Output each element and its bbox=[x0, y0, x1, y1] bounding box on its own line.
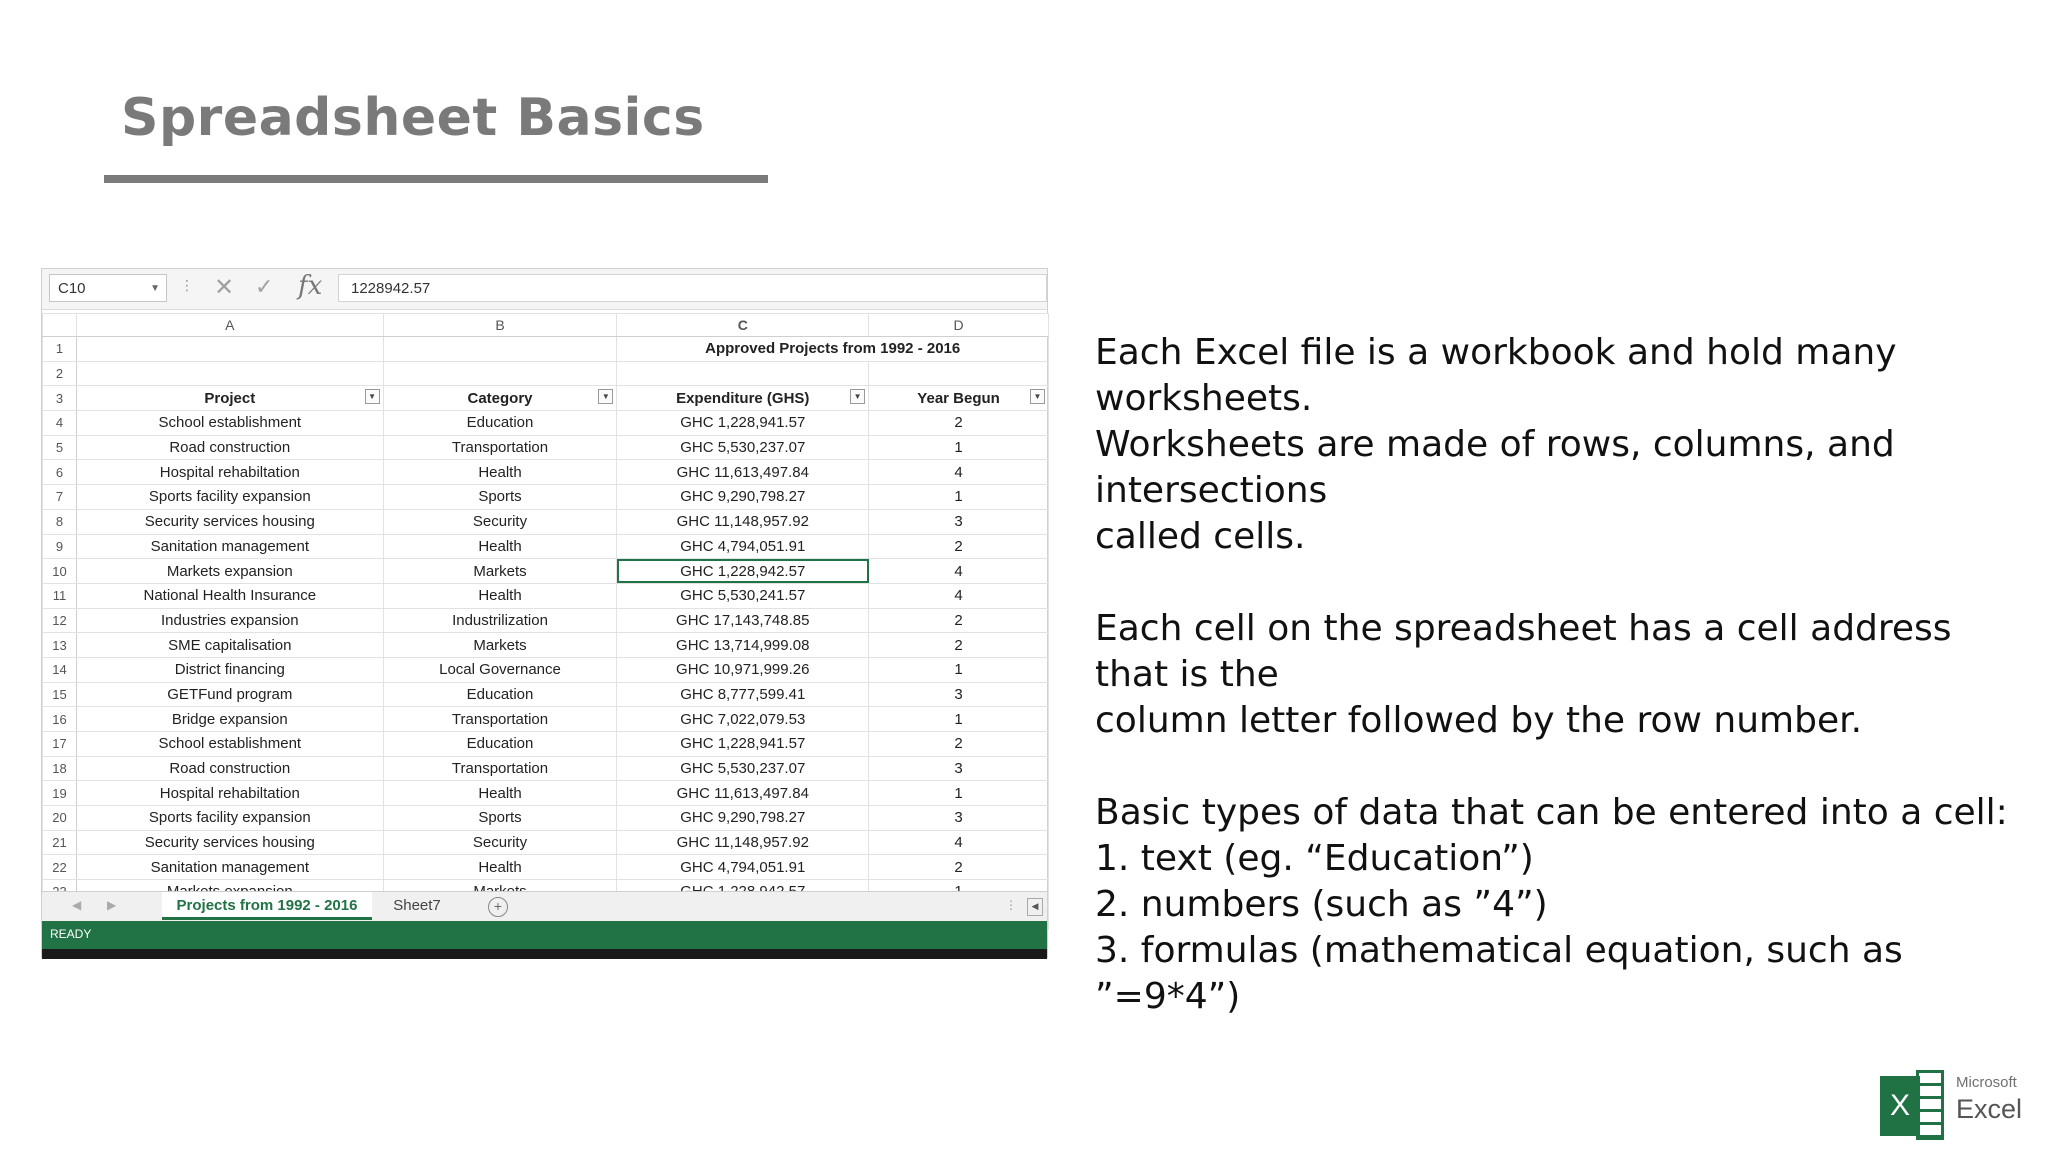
cell[interactable]: Markets bbox=[383, 633, 617, 658]
cell[interactable]: 2 bbox=[869, 633, 1049, 658]
excel-logo-icon bbox=[1880, 1070, 1944, 1136]
cell[interactable]: Hospital rehabiltation bbox=[76, 781, 383, 806]
chevron-down-icon[interactable]: ▼ bbox=[150, 283, 160, 294]
cell[interactable]: GHC 17,143,748.85 bbox=[617, 608, 869, 633]
splitter-icon[interactable]: ⋮ bbox=[1005, 898, 1017, 912]
header-label: Project bbox=[204, 389, 256, 407]
body-text-line: called cells. bbox=[1095, 516, 1306, 557]
filter-dropdown-icon[interactable]: ▼ bbox=[850, 389, 865, 404]
cell[interactable]: 4 bbox=[869, 559, 1049, 584]
slide-body-text bbox=[1095, 330, 2025, 1020]
cell[interactable] bbox=[76, 361, 383, 386]
sheet-tab-projects[interactable]: Projects from 1992 - 2016 bbox=[162, 892, 372, 920]
row-header[interactable]: 12 bbox=[43, 608, 77, 633]
cell[interactable]: GHC 1,228,941.57 bbox=[617, 732, 869, 757]
body-text-line: Worksheets are made of rows, columns, and intersections bbox=[1095, 424, 1895, 511]
cell[interactable]: Local Governance bbox=[383, 657, 617, 682]
row-header[interactable]: 14 bbox=[43, 657, 77, 682]
row-header[interactable]: 16 bbox=[43, 707, 77, 732]
cell[interactable]: 3 bbox=[869, 509, 1049, 534]
row-header[interactable]: 4 bbox=[43, 411, 77, 436]
cell[interactable]: GHC 11,148,957.92 bbox=[617, 509, 869, 534]
cell[interactable]: Health bbox=[383, 855, 617, 880]
cell[interactable]: Sports bbox=[383, 806, 617, 831]
window-bottom-edge bbox=[42, 949, 1047, 959]
table-row bbox=[43, 657, 1049, 682]
row-header[interactable]: 1 bbox=[43, 337, 77, 362]
cell[interactable]: Transportation bbox=[383, 707, 617, 732]
column-header-row bbox=[43, 314, 1049, 337]
cell[interactable]: 1 bbox=[869, 435, 1049, 460]
cell[interactable]: 2 bbox=[869, 411, 1049, 436]
cell[interactable]: 4 bbox=[869, 830, 1049, 855]
excel-window bbox=[41, 268, 1048, 958]
cell[interactable] bbox=[383, 337, 617, 362]
insert-function-icon[interactable]: fx bbox=[298, 271, 323, 301]
cell[interactable]: GHC 9,290,798.27 bbox=[617, 485, 869, 510]
cancel-icon[interactable]: ✕ bbox=[214, 274, 235, 301]
cell[interactable] bbox=[76, 337, 383, 362]
table-row bbox=[43, 411, 1049, 436]
worksheet-grid bbox=[42, 313, 1049, 891]
cell[interactable]: Education bbox=[383, 411, 617, 436]
table-header-row bbox=[43, 386, 1049, 411]
cell[interactable]: Security bbox=[383, 830, 617, 855]
cell[interactable]: 2 bbox=[869, 732, 1049, 757]
table-row bbox=[43, 534, 1049, 559]
cell[interactable]: Security services housing bbox=[76, 509, 383, 534]
table-row bbox=[43, 682, 1049, 707]
excel-logo-grid bbox=[1916, 1070, 1944, 1140]
cell[interactable] bbox=[383, 361, 617, 386]
cell[interactable]: Sanitation management bbox=[76, 855, 383, 880]
cell[interactable]: 2 bbox=[869, 608, 1049, 633]
body-text-line: 1. text (eg. “Education”) bbox=[1095, 838, 1534, 879]
cell[interactable]: Transportation bbox=[383, 435, 617, 460]
cell[interactable]: National Health Insurance bbox=[76, 583, 383, 608]
cell[interactable]: 2 bbox=[869, 534, 1049, 559]
cell[interactable]: 1 bbox=[869, 485, 1049, 510]
cell[interactable]: Sports facility expansion bbox=[76, 806, 383, 831]
row-header[interactable]: 20 bbox=[43, 806, 77, 831]
cell[interactable]: 3 bbox=[869, 682, 1049, 707]
cell[interactable]: 3 bbox=[869, 756, 1049, 781]
cell[interactable]: Health bbox=[383, 781, 617, 806]
body-text-line: Basic types of data that can be entered into a cell: bbox=[1095, 792, 2008, 833]
filter-dropdown-icon[interactable]: ▼ bbox=[365, 389, 380, 404]
cell[interactable]: School establishment bbox=[76, 411, 383, 436]
cell[interactable]: GHC 11,148,957.92 bbox=[617, 830, 869, 855]
table-header-cell[interactable] bbox=[383, 386, 617, 411]
row-header[interactable]: 8 bbox=[43, 509, 77, 534]
table-row bbox=[43, 337, 1049, 362]
cell[interactable]: Industries expansion bbox=[76, 608, 383, 633]
table-row bbox=[43, 460, 1049, 485]
row-header[interactable]: 13 bbox=[43, 633, 77, 658]
cell[interactable] bbox=[617, 361, 869, 386]
cell[interactable]: Security services housing bbox=[76, 830, 383, 855]
cell[interactable]: Road construction bbox=[76, 435, 383, 460]
row-header[interactable]: 10 bbox=[43, 559, 77, 584]
status-text: READY bbox=[50, 927, 92, 941]
cell[interactable]: GHC 11,613,497.84 bbox=[617, 460, 869, 485]
cell[interactable]: Hospital rehabiltation bbox=[76, 460, 383, 485]
cell[interactable]: Health bbox=[383, 583, 617, 608]
formula-input[interactable]: 1228942.57 bbox=[338, 274, 1047, 302]
table-row bbox=[43, 806, 1049, 831]
column-header-d[interactable]: D bbox=[869, 314, 1049, 337]
row-header[interactable]: 3 bbox=[43, 386, 77, 411]
cell[interactable]: 2 bbox=[869, 855, 1049, 880]
scroll-tabs-left-icon[interactable]: ◀ bbox=[72, 898, 82, 912]
sheet-tab-bar bbox=[42, 891, 1047, 922]
row-header[interactable]: 19 bbox=[43, 781, 77, 806]
cell[interactable]: GHC 8,777,599.41 bbox=[617, 682, 869, 707]
cell[interactable]: GHC 1,228,941.57 bbox=[617, 411, 869, 436]
cell[interactable]: GHC 5,530,237.07 bbox=[617, 435, 869, 460]
cell[interactable]: GHC 5,530,241.57 bbox=[617, 583, 869, 608]
cell[interactable]: School establishment bbox=[76, 732, 383, 757]
cell[interactable]: 3 bbox=[869, 806, 1049, 831]
select-all-corner[interactable] bbox=[43, 314, 77, 337]
sheet-title-cell[interactable]: Approved Projects from 1992 - 2016 bbox=[617, 337, 1049, 362]
filter-dropdown-icon[interactable]: ▼ bbox=[1030, 389, 1045, 404]
name-box[interactable] bbox=[49, 274, 167, 302]
table-header-cell[interactable] bbox=[869, 386, 1049, 411]
logo-product-text: Excel bbox=[1956, 1094, 2023, 1124]
column-header-b[interactable]: B bbox=[383, 314, 617, 337]
cell[interactable]: GHC 1,228,942.57 bbox=[617, 559, 869, 584]
cell[interactable]: Markets expansion bbox=[76, 559, 383, 584]
excel-logo-letter: X bbox=[1880, 1076, 1920, 1136]
cell[interactable]: SME capitalisation bbox=[76, 633, 383, 658]
row-header[interactable]: 21 bbox=[43, 830, 77, 855]
table-row bbox=[43, 707, 1049, 732]
formula-bar bbox=[42, 269, 1047, 310]
cell[interactable]: GHC 4,794,051.91 bbox=[617, 534, 869, 559]
table-row bbox=[43, 732, 1049, 757]
table-row bbox=[43, 830, 1049, 855]
drag-handle-icon[interactable]: ⋮ bbox=[180, 277, 194, 293]
microsoft-excel-logo bbox=[1880, 1066, 2030, 1138]
cell[interactable]: GHC 13,714,999.08 bbox=[617, 633, 869, 658]
cell[interactable]: District financing bbox=[76, 657, 383, 682]
table-row bbox=[43, 559, 1049, 584]
table-header-cell[interactable] bbox=[617, 386, 869, 411]
scroll-tabs-right-icon[interactable]: ▶ bbox=[107, 898, 117, 912]
cell[interactable]: Sanitation management bbox=[76, 534, 383, 559]
row-header[interactable]: 11 bbox=[43, 583, 77, 608]
table-header-cell[interactable] bbox=[76, 386, 383, 411]
table-row bbox=[43, 583, 1049, 608]
cell[interactable]: Bridge expansion bbox=[76, 707, 383, 732]
title-underline bbox=[104, 175, 768, 183]
table-row bbox=[43, 435, 1049, 460]
logo-brand-text: Microsoft bbox=[1956, 1074, 2017, 1091]
cell[interactable]: Industrilization bbox=[383, 608, 617, 633]
name-box-value: C10 bbox=[58, 280, 86, 297]
cell[interactable]: GHC 7,022,079.53 bbox=[617, 707, 869, 732]
filter-dropdown-icon[interactable]: ▼ bbox=[598, 389, 613, 404]
cell[interactable]: GHC 5,530,237.07 bbox=[617, 756, 869, 781]
row-header[interactable]: 17 bbox=[43, 732, 77, 757]
cell[interactable]: Health bbox=[383, 460, 617, 485]
table-row bbox=[43, 781, 1049, 806]
cell[interactable]: GHC 4,794,051.91 bbox=[617, 855, 869, 880]
add-sheet-icon[interactable]: + bbox=[488, 897, 508, 917]
cell[interactable]: Education bbox=[383, 732, 617, 757]
confirm-icon[interactable]: ✓ bbox=[255, 274, 274, 299]
paragraph-spacer bbox=[1095, 744, 2025, 790]
status-bar bbox=[42, 921, 1047, 949]
cell[interactable] bbox=[869, 361, 1049, 386]
row-header[interactable]: 15 bbox=[43, 682, 77, 707]
table-row bbox=[43, 361, 1049, 386]
body-text-line: 3. formulas (mathematical equation, such as ”=9*4”) bbox=[1095, 930, 1903, 1017]
header-label: Category bbox=[467, 389, 533, 407]
header-label: Expenditure (GHS) bbox=[676, 389, 810, 407]
cell[interactable]: GHC 9,290,798.27 bbox=[617, 806, 869, 831]
cell[interactable]: GHC 11,613,497.84 bbox=[617, 781, 869, 806]
table-row bbox=[43, 485, 1049, 510]
cell[interactable]: 1 bbox=[869, 781, 1049, 806]
row-header[interactable]: 18 bbox=[43, 756, 77, 781]
cell[interactable]: Education bbox=[383, 682, 617, 707]
cell-grid bbox=[42, 313, 1049, 930]
header-label: Year Begun bbox=[917, 389, 1000, 407]
cell[interactable]: 1 bbox=[869, 707, 1049, 732]
table-row bbox=[43, 756, 1049, 781]
cell[interactable]: GETFund program bbox=[76, 682, 383, 707]
table-row bbox=[43, 633, 1049, 658]
cell[interactable]: Security bbox=[383, 509, 617, 534]
table-row bbox=[43, 855, 1049, 880]
table-row bbox=[43, 509, 1049, 534]
cell[interactable]: Transportation bbox=[383, 756, 617, 781]
row-header[interactable]: 9 bbox=[43, 534, 77, 559]
column-header-a[interactable]: A bbox=[76, 314, 383, 337]
cell[interactable]: Sports facility expansion bbox=[76, 485, 383, 510]
cell[interactable]: Sports bbox=[383, 485, 617, 510]
table-row bbox=[43, 608, 1049, 633]
row-header[interactable]: 7 bbox=[43, 485, 77, 510]
cell[interactable]: GHC 10,971,999.26 bbox=[617, 657, 869, 682]
column-header-c[interactable]: C bbox=[617, 314, 869, 337]
cell[interactable]: Road construction bbox=[76, 756, 383, 781]
row-header[interactable]: 5 bbox=[43, 435, 77, 460]
cell[interactable]: Health bbox=[383, 534, 617, 559]
horizontal-scroll-left-icon[interactable]: ◀ bbox=[1027, 898, 1043, 916]
row-header[interactable]: 22 bbox=[43, 855, 77, 880]
paragraph-spacer bbox=[1095, 560, 2025, 606]
body-text-line: Each cell on the spreadsheet has a cell address that is the bbox=[1095, 608, 1952, 695]
row-header[interactable]: 2 bbox=[43, 361, 77, 386]
body-text-line: Each Excel file is a workbook and hold many worksheets. bbox=[1095, 332, 1897, 419]
body-text-line: 2. numbers (such as ”4”) bbox=[1095, 884, 1548, 925]
cell[interactable]: Markets bbox=[383, 559, 617, 584]
body-text-line: column letter followed by the row number. bbox=[1095, 700, 1863, 741]
sheet-tab-sheet7[interactable]: Sheet7 bbox=[393, 897, 441, 914]
slide-title: Spreadsheet Basics bbox=[121, 88, 705, 148]
cell[interactable]: 1 bbox=[869, 657, 1049, 682]
cell[interactable]: 4 bbox=[869, 583, 1049, 608]
cell[interactable]: 4 bbox=[869, 460, 1049, 485]
row-header[interactable]: 6 bbox=[43, 460, 77, 485]
